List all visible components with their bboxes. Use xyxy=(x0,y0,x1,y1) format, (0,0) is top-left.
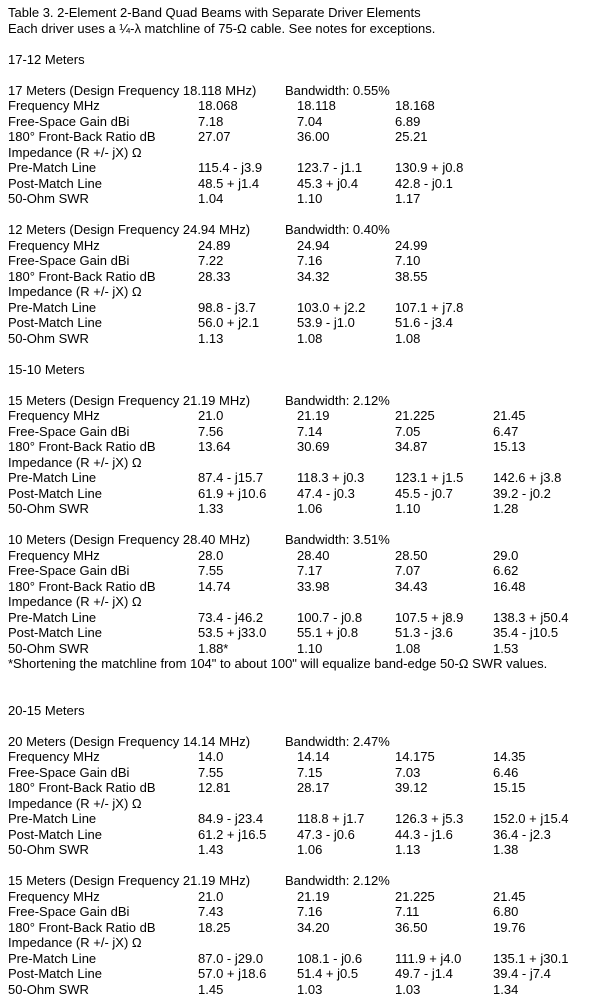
table-row xyxy=(8,563,615,579)
table-row xyxy=(8,176,615,192)
table-title: 20 Meters (Design Frequency 14.14 MHz) xyxy=(8,733,251,749)
band-group-heading: 17-12 Meters xyxy=(8,51,85,67)
value-cell: 1.03 xyxy=(297,981,323,997)
band-group-heading: 15-10 Meters xyxy=(8,361,85,377)
row-label: Free-Space Gain dBi xyxy=(8,563,130,578)
row-label: Free-Space Gain dBi xyxy=(8,113,130,129)
value-cell: 6.46 xyxy=(493,764,519,780)
value-cell: 6.89 xyxy=(395,113,421,129)
table-row xyxy=(8,625,615,641)
value-cell: 18.068 xyxy=(198,98,238,113)
value-cell: 28.33 xyxy=(198,268,231,284)
value-cell: 55.1 + j0.8 xyxy=(297,625,359,640)
row-label: Post-Match Line xyxy=(8,485,102,501)
row-label: 180° Front-Back Ratio dB xyxy=(8,919,156,935)
table-header xyxy=(8,532,615,548)
row-label: Free-Space Gain dBi xyxy=(8,904,130,919)
table-row xyxy=(8,811,615,827)
table-header xyxy=(8,222,615,238)
value-cell: 1.08 xyxy=(297,330,323,346)
value-cell: 24.99 xyxy=(395,237,428,253)
value-cell: 53.9 - j1.0 xyxy=(297,315,355,330)
value-cell: 103.0 + j2.2 xyxy=(297,299,366,315)
value-cell: 47.3 - j0.6 xyxy=(297,826,355,842)
table-row xyxy=(8,594,615,610)
value-cell: 7.11 xyxy=(395,904,420,919)
table-row xyxy=(8,439,615,455)
table-title: 15 Meters (Design Frequency 21.19 MHz) xyxy=(8,873,251,888)
table-row xyxy=(8,920,615,936)
row-label: Pre-Match Line xyxy=(8,299,97,315)
value-cell: 14.175 xyxy=(395,749,435,764)
value-cell: 34.43 xyxy=(395,578,428,594)
row-label: Frequency MHz xyxy=(8,749,100,764)
table-row xyxy=(8,315,615,331)
table-header xyxy=(8,83,615,99)
spacer xyxy=(8,718,615,734)
value-cell: 48.5 + j1.4 xyxy=(198,175,260,191)
value-cell: 100.7 - j0.8 xyxy=(297,609,363,625)
value-cell: 13.64 xyxy=(198,439,231,454)
value-cell: 138.3 + j50.4 xyxy=(493,609,569,625)
value-cell: 27.07 xyxy=(198,129,231,144)
table-row xyxy=(8,300,615,316)
row-label: 180° Front-Back Ratio dB xyxy=(8,439,156,454)
value-cell: 49.7 - j1.4 xyxy=(395,966,453,981)
value-cell: 15.13 xyxy=(493,439,526,454)
row-label: Impedance (R +/- jX) Ω xyxy=(8,284,142,299)
value-cell: 21.0 xyxy=(198,888,224,904)
row-label: Post-Match Line xyxy=(8,625,102,640)
table-row xyxy=(8,501,615,517)
value-cell: 108.1 - j0.6 xyxy=(297,950,363,966)
table-row xyxy=(8,966,615,982)
value-cell: 36.00 xyxy=(297,129,330,144)
row-label: Frequency MHz xyxy=(8,237,100,253)
value-cell: 123.1 + j1.5 xyxy=(395,470,464,485)
table-row xyxy=(8,780,615,796)
table-row xyxy=(8,408,615,424)
value-cell: 34.20 xyxy=(297,919,330,935)
table-row xyxy=(8,145,615,161)
value-cell: 7.17 xyxy=(297,563,323,578)
value-cell: 47.4 - j0.3 xyxy=(297,485,355,501)
value-cell: 45.5 - j0.7 xyxy=(395,485,453,501)
spacer xyxy=(8,672,615,688)
table-row xyxy=(8,951,615,967)
value-cell: 21.19 xyxy=(297,408,330,423)
value-cell: 1.13 xyxy=(198,330,224,346)
value-cell: 56.0 + j2.1 xyxy=(198,315,260,330)
value-cell: 1.06 xyxy=(297,501,323,516)
row-label: 180° Front-Back Ratio dB xyxy=(8,780,156,795)
value-cell: 53.5 + j33.0 xyxy=(198,625,267,640)
row-label: 180° Front-Back Ratio dB xyxy=(8,129,156,144)
value-cell: 1.88* xyxy=(198,640,229,656)
table-row xyxy=(8,842,615,858)
table-row xyxy=(8,982,615,998)
spacer xyxy=(8,377,615,393)
value-cell: 1.08 xyxy=(395,640,421,656)
value-cell: 7.16 xyxy=(297,253,323,268)
table-title: 17 Meters (Design Frequency 18.118 MHz) xyxy=(8,82,257,98)
spacer xyxy=(8,517,615,533)
value-cell: 118.3 + j0.3 xyxy=(297,470,365,485)
value-cell: 28.50 xyxy=(395,547,428,563)
row-label: Free-Space Gain dBi xyxy=(8,764,130,780)
table-row xyxy=(8,129,615,145)
table-row xyxy=(8,749,615,765)
value-cell: 84.9 - j23.4 xyxy=(198,811,264,826)
bandwidth-label: Bandwidth: 0.40% xyxy=(285,222,390,237)
value-cell: 6.80 xyxy=(493,904,519,919)
value-cell: 1.28 xyxy=(493,501,519,516)
value-cell: 21.45 xyxy=(493,888,526,904)
value-cell: 15.15 xyxy=(493,780,526,795)
value-cell: 21.0 xyxy=(198,408,224,423)
row-label: Post-Match Line xyxy=(8,315,102,330)
value-cell: 21.19 xyxy=(297,888,330,904)
table-row xyxy=(8,238,615,254)
value-cell: 135.1 + j30.1 xyxy=(493,950,569,966)
value-cell: 1.08 xyxy=(395,330,421,346)
table-row xyxy=(8,331,615,347)
table-title: 15 Meters (Design Frequency 21.19 MHz) xyxy=(8,392,251,408)
value-cell: 115.4 - j3.9 xyxy=(198,160,263,175)
value-cell: 33.98 xyxy=(297,578,330,594)
value-cell: 98.8 - j3.7 xyxy=(198,299,256,315)
value-cell: 25.21 xyxy=(395,129,428,144)
value-cell: 18.118 xyxy=(297,98,336,113)
value-cell: 7.56 xyxy=(198,423,224,439)
value-cell: 7.14 xyxy=(297,423,323,439)
table-row xyxy=(8,269,615,285)
footnote: *Shortening the matchline from 104" to about 100" will equalize band-edge 50-Ω SWR values. xyxy=(8,656,548,671)
row-label: 50-Ohm SWR xyxy=(8,640,89,656)
table-row xyxy=(8,486,615,502)
value-cell: 1.10 xyxy=(297,640,323,656)
value-cell: 18.25 xyxy=(198,919,231,935)
table-row xyxy=(8,548,615,564)
row-label: 50-Ohm SWR xyxy=(8,330,89,346)
value-cell: 7.43 xyxy=(198,904,224,919)
value-cell: 1.13 xyxy=(395,842,421,857)
row-label: Free-Space Gain dBi xyxy=(8,423,130,439)
value-cell: 39.4 - j7.4 xyxy=(493,966,551,981)
bandwidth-label: Bandwidth: 2.12% xyxy=(285,873,390,888)
value-cell: 7.22 xyxy=(198,253,224,268)
table-row xyxy=(8,424,615,440)
row-label: 50-Ohm SWR xyxy=(8,501,89,516)
table-row xyxy=(8,796,615,812)
value-cell: 1.53 xyxy=(493,640,519,656)
spacer xyxy=(8,346,615,362)
row-label: Impedance (R +/- jX) Ω xyxy=(8,594,142,609)
spacer xyxy=(8,687,615,703)
value-cell: 1.10 xyxy=(395,501,421,516)
row-label: Frequency MHz xyxy=(8,547,100,563)
row-label: 180° Front-Back Ratio dB xyxy=(8,578,156,594)
value-cell: 16.48 xyxy=(493,578,526,594)
value-cell: 142.6 + j3.8 xyxy=(493,470,562,485)
row-label: 50-Ohm SWR xyxy=(8,191,89,206)
value-cell: 36.4 - j2.3 xyxy=(493,826,551,842)
value-cell: 28.17 xyxy=(297,780,330,795)
bandwidth-label: Bandwidth: 0.55% xyxy=(285,82,390,98)
row-label: 50-Ohm SWR xyxy=(8,842,89,857)
value-cell: 1.34 xyxy=(493,981,519,997)
table-row xyxy=(8,253,615,269)
value-cell: 87.4 - j15.7 xyxy=(198,470,264,485)
spacer xyxy=(8,207,615,223)
value-cell: 7.03 xyxy=(395,764,421,780)
value-cell: 1.04 xyxy=(198,191,224,206)
tables-container xyxy=(8,52,615,998)
value-cell: 1.33 xyxy=(198,501,224,516)
value-cell: 39.12 xyxy=(395,780,428,795)
table-row xyxy=(8,284,615,300)
value-cell: 34.32 xyxy=(297,268,330,284)
value-cell: 24.94 xyxy=(297,237,330,253)
value-cell: 19.76 xyxy=(493,919,526,935)
value-cell: 14.0 xyxy=(198,749,224,764)
value-cell: 118.8 + j1.7 xyxy=(297,811,365,826)
value-cell: 107.5 + j8.9 xyxy=(395,609,464,625)
band-group-heading: 20-15 Meters xyxy=(8,702,85,718)
bandwidth-label: Bandwidth: 3.51% xyxy=(285,532,390,547)
value-cell: 7.55 xyxy=(198,764,224,780)
value-cell: 12.81 xyxy=(198,780,231,795)
value-cell: 6.47 xyxy=(493,423,519,439)
value-cell: 1.10 xyxy=(297,191,323,206)
bandwidth-label: Bandwidth: 2.47% xyxy=(285,733,390,749)
value-cell: 130.9 + j0.8 xyxy=(395,160,464,175)
value-cell: 61.9 + j10.6 xyxy=(198,485,267,501)
value-cell: 7.18 xyxy=(198,113,224,129)
table-header xyxy=(8,873,615,889)
value-cell: 1.03 xyxy=(395,981,421,997)
value-cell: 24.89 xyxy=(198,237,231,253)
value-cell: 7.05 xyxy=(395,423,421,439)
value-cell: 1.45 xyxy=(198,981,224,997)
value-cell: 36.50 xyxy=(395,919,428,935)
value-cell: 14.14 xyxy=(297,749,330,764)
value-cell: 7.07 xyxy=(395,563,421,578)
table-row xyxy=(8,191,615,207)
table-row xyxy=(8,455,615,471)
row-label: Pre-Match Line xyxy=(8,950,97,966)
row-label: Pre-Match Line xyxy=(8,470,97,485)
spacer xyxy=(8,36,615,52)
spacer xyxy=(8,67,615,83)
value-cell: 51.4 + j0.5 xyxy=(297,966,359,981)
bandwidth-label: Bandwidth: 2.12% xyxy=(285,392,390,408)
row-label: Frequency MHz xyxy=(8,888,100,904)
value-cell: 61.2 + j16.5 xyxy=(198,826,267,842)
value-cell: 107.1 + j7.8 xyxy=(395,299,464,315)
table-header xyxy=(8,734,615,750)
value-cell: 57.0 + j18.6 xyxy=(198,966,267,981)
row-label: Frequency MHz xyxy=(8,408,100,423)
value-cell: 28.0 xyxy=(198,547,224,563)
row-label: Post-Match Line xyxy=(8,175,102,191)
table-title: 10 Meters (Design Frequency 28.40 MHz) xyxy=(8,532,251,547)
value-cell: 123.7 - j1.1 xyxy=(297,160,363,175)
value-cell: 38.55 xyxy=(395,268,428,284)
page-subtitle: Each driver uses a ¼-λ matchline of 75-Ω cable. See notes for exceptions. xyxy=(8,20,436,36)
table-row xyxy=(8,827,615,843)
value-cell: 45.3 + j0.4 xyxy=(297,175,359,191)
value-cell: 39.2 - j0.2 xyxy=(493,485,551,501)
row-label: 50-Ohm SWR xyxy=(8,981,89,997)
table-row xyxy=(8,579,615,595)
value-cell: 152.0 + j15.4 xyxy=(493,811,569,826)
value-cell: 111.9 + j4.0 xyxy=(395,950,462,966)
value-cell: 14.74 xyxy=(198,578,231,594)
row-label: Impedance (R +/- jX) Ω xyxy=(8,935,142,950)
table-row xyxy=(8,160,615,176)
row-label: Impedance (R +/- jX) Ω xyxy=(8,454,142,470)
table-row xyxy=(8,904,615,920)
table-row xyxy=(8,889,615,905)
value-cell: 21.225 xyxy=(395,408,435,423)
row-label: Pre-Match Line xyxy=(8,609,97,625)
table-row xyxy=(8,641,615,657)
value-cell: 1.06 xyxy=(297,842,323,857)
table-row xyxy=(8,98,615,114)
value-cell: 28.40 xyxy=(297,547,330,563)
value-cell: 18.168 xyxy=(395,98,435,113)
value-cell: 1.17 xyxy=(395,191,421,206)
page-title: Table 3. 2-Element 2-Band Quad Beams with Separate Driver Elements xyxy=(8,5,421,20)
row-label: Post-Match Line xyxy=(8,966,102,981)
table-row xyxy=(8,114,615,130)
row-label: Impedance (R +/- jX) Ω xyxy=(8,795,142,811)
row-label: Frequency MHz xyxy=(8,98,100,113)
value-cell: 126.3 + j5.3 xyxy=(395,811,464,826)
value-cell: 7.04 xyxy=(297,113,323,129)
row-label: Free-Space Gain dBi xyxy=(8,253,130,268)
row-label: Pre-Match Line xyxy=(8,160,97,175)
table-header xyxy=(8,393,615,409)
value-cell: 21.45 xyxy=(493,408,526,423)
value-cell: 42.8 - j0.1 xyxy=(395,175,453,191)
value-cell: 7.10 xyxy=(395,253,421,268)
value-cell: 29.0 xyxy=(493,547,519,563)
value-cell: 44.3 - j1.6 xyxy=(395,826,453,842)
value-cell: 87.0 - j29.0 xyxy=(198,950,264,966)
table-title: 12 Meters (Design Frequency 24.94 MHz) xyxy=(8,222,251,237)
value-cell: 30.69 xyxy=(297,439,330,454)
table-row xyxy=(8,765,615,781)
table-row xyxy=(8,935,615,951)
table-row xyxy=(8,610,615,626)
value-cell: 7.16 xyxy=(297,904,323,919)
value-cell: 21.225 xyxy=(395,888,435,904)
row-label: 180° Front-Back Ratio dB xyxy=(8,268,156,284)
value-cell: 35.4 - j10.5 xyxy=(493,625,559,640)
row-label: Post-Match Line xyxy=(8,826,102,842)
row-label: Pre-Match Line xyxy=(8,811,97,826)
value-cell: 7.15 xyxy=(297,764,323,780)
value-cell: 6.62 xyxy=(493,563,519,578)
value-cell: 34.87 xyxy=(395,439,428,454)
row-label: Impedance (R +/- jX) Ω xyxy=(8,144,142,160)
value-cell: 1.43 xyxy=(198,842,224,857)
value-cell: 14.35 xyxy=(493,749,526,764)
value-cell: 73.4 - j46.2 xyxy=(198,609,264,625)
value-cell: 51.6 - j3.4 xyxy=(395,315,453,330)
value-cell: 1.38 xyxy=(493,842,519,857)
value-cell: 51.3 - j3.6 xyxy=(395,625,453,640)
spacer xyxy=(8,858,615,874)
table-row xyxy=(8,470,615,486)
value-cell: 7.55 xyxy=(198,563,224,578)
